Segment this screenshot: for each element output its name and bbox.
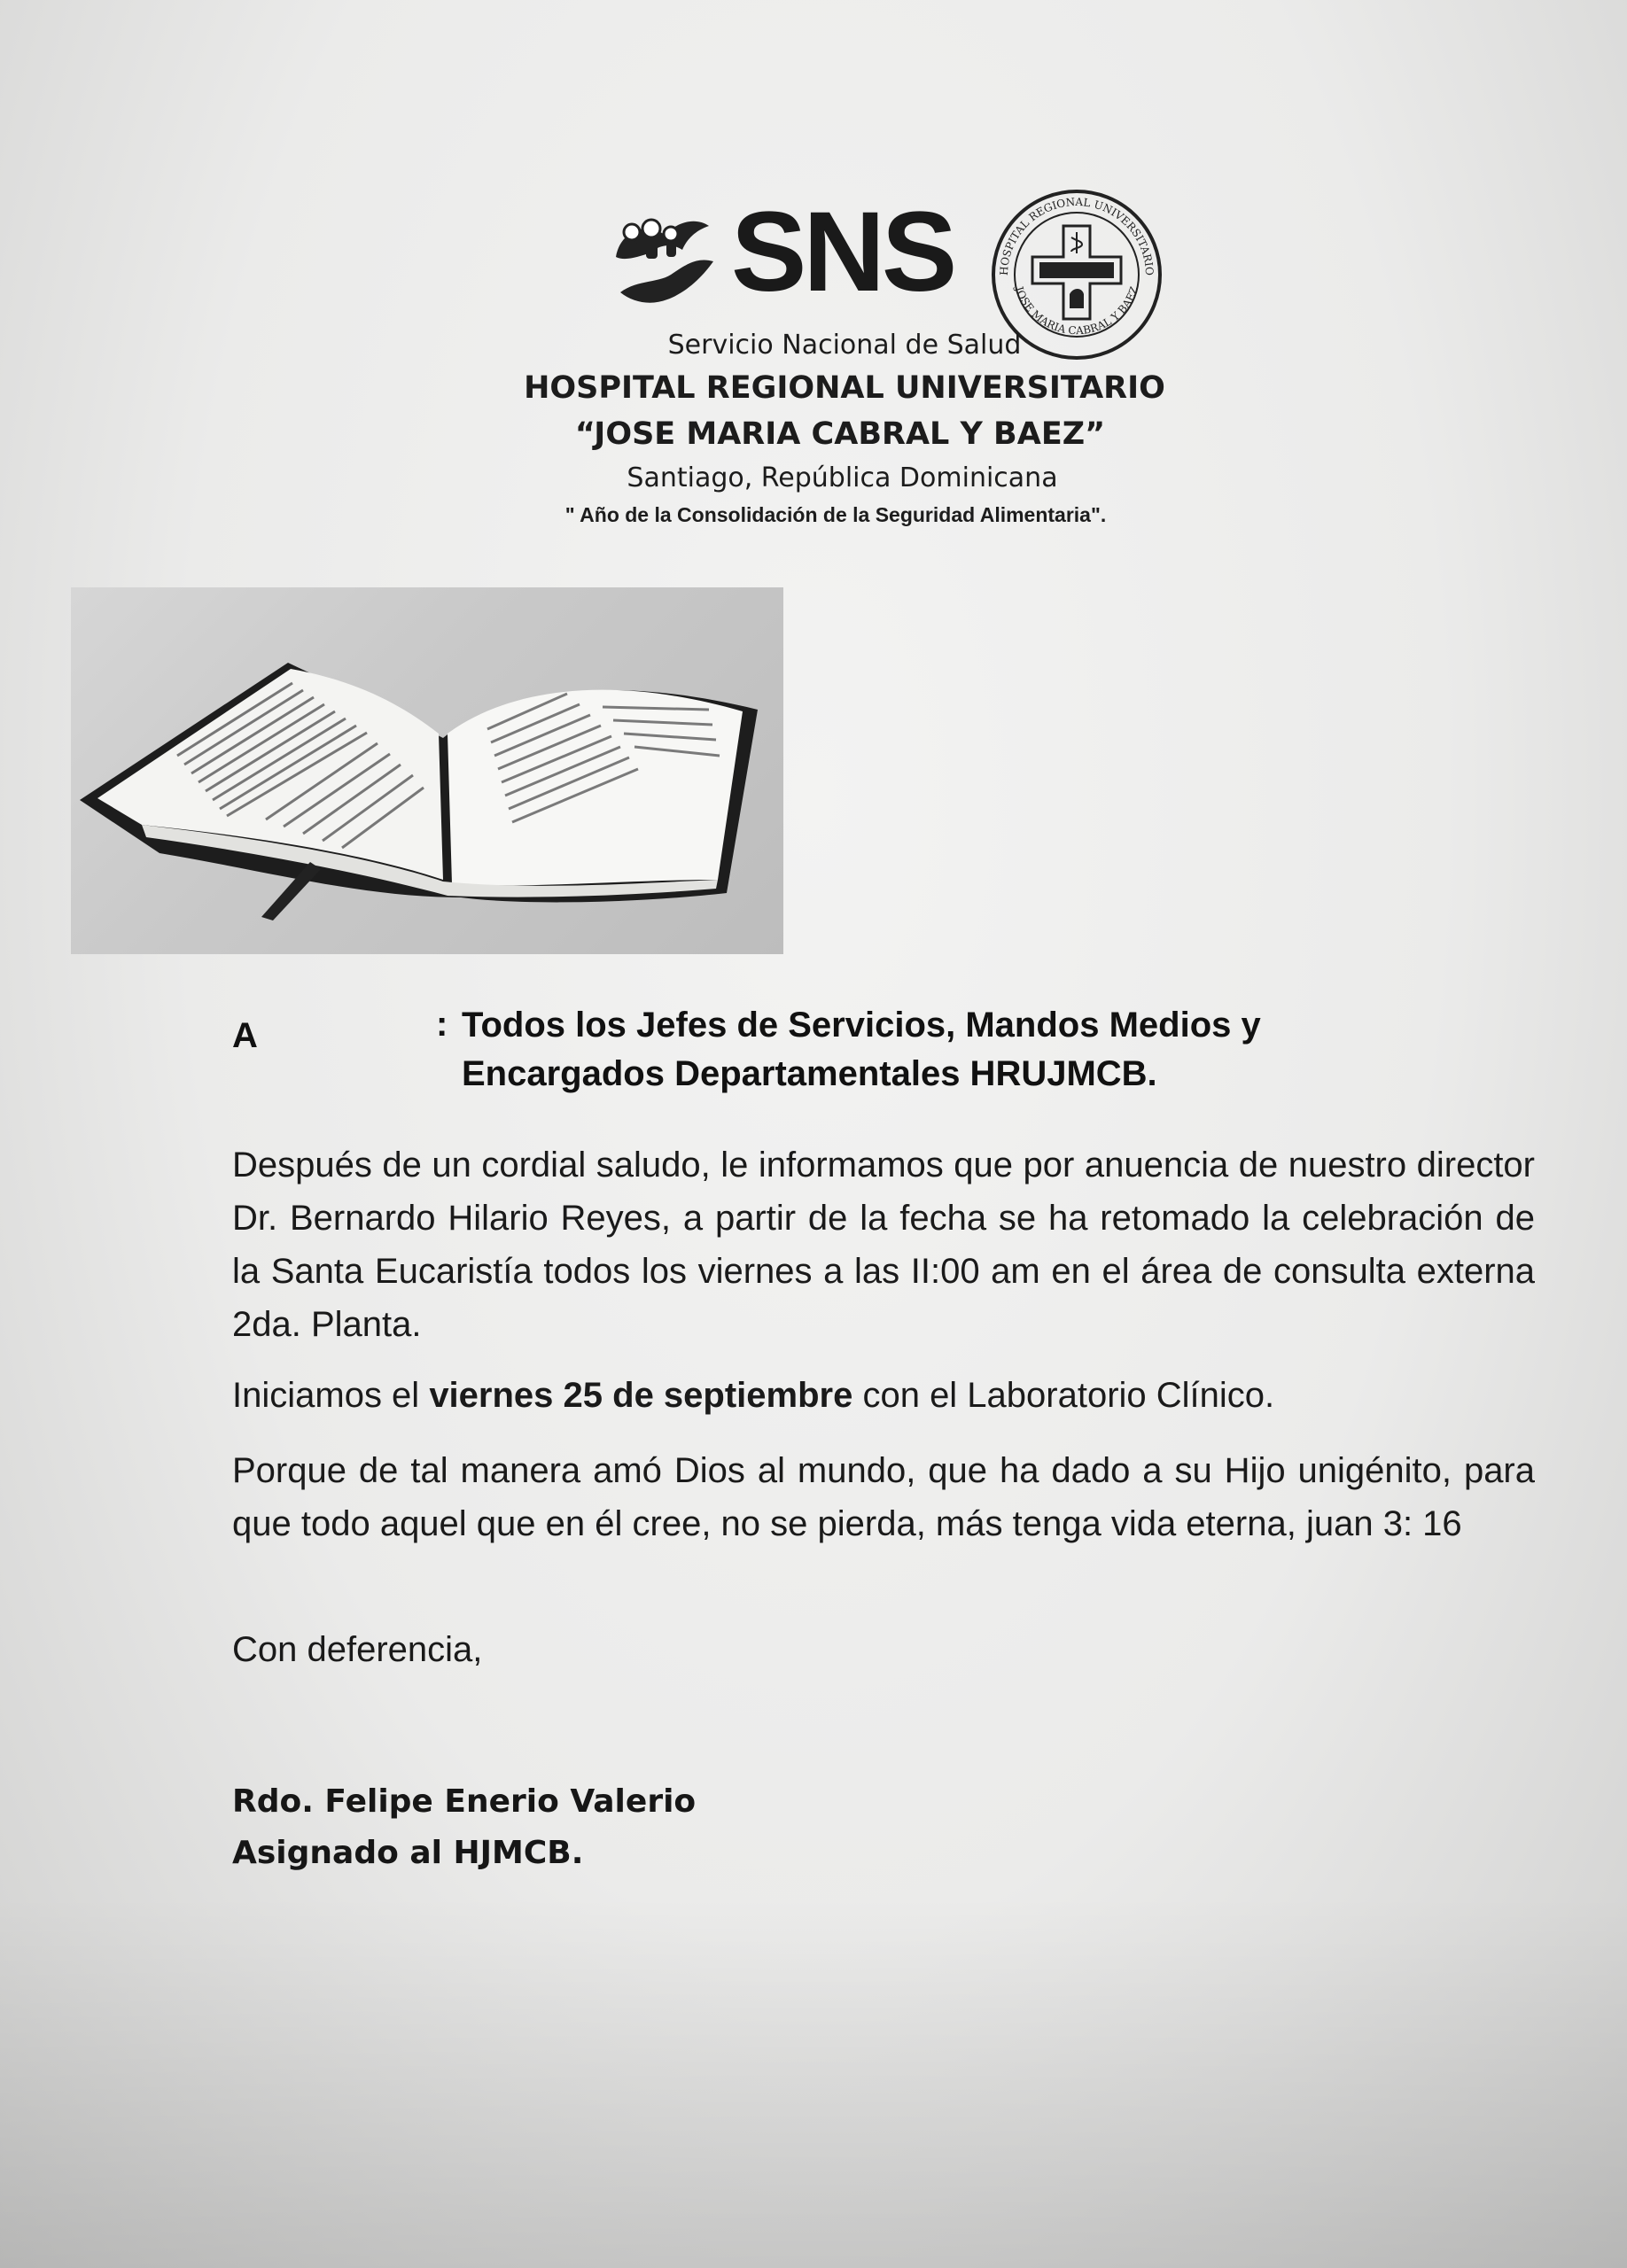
closing-line: Con deferencia,	[232, 1630, 483, 1669]
sns-emblem-icon	[598, 195, 722, 319]
p2-date: viernes 25 de septiembre	[429, 1376, 853, 1415]
page-shadow	[0, 1896, 1627, 2268]
body-paragraph-3: Porque de tal manera amó Dios al mundo, que ha dado a su Hijo unigénito, para que todo aquel que en él cree, no se pierda, más tenga vida eterna, juan 3: 16	[232, 1451, 1535, 1543]
body-paragraph-2	[232, 1369, 1535, 1422]
year-motto: " Año de la Consolidación de la Seguridad Alimentaria".	[564, 503, 1107, 526]
sns-logo-text: SNS	[731, 189, 954, 315]
signer-name: Rdo. Felipe Enerio Valerio	[232, 1783, 697, 1820]
open-bible-image	[71, 587, 783, 954]
hospital-location: Santiago, República Dominicana	[627, 462, 1058, 493]
addressee-label: A	[232, 1016, 258, 1055]
p2-prefix: Iniciamos el	[232, 1376, 430, 1415]
letterhead	[0, 326, 1627, 530]
agency-name: Servicio Nacional de Salud	[667, 330, 1022, 361]
seal-bottom-text: JOSE MARIA CABRAL Y BAEZ	[1012, 284, 1141, 338]
hospital-title: HOSPITAL REGIONAL UNIVERSITARIO	[524, 370, 1165, 406]
body-paragraph-1: Después de un cordial saludo, le informamos que por anuencia de nuestro director Dr. Bernardo Hilario Reyes, a partir de la fecha se ha retomado la celebración de la Santa Eucaristía todos los viernes a las II:00 am en el área de consulta externa 2da. Planta.	[232, 1146, 1535, 1344]
header-logo-row	[598, 186, 1165, 338]
addressee-recipients: Todos los Jefes de Servicios, Mandos Medios y Encargados Departamentales HRUJMCB.	[462, 1006, 1261, 1093]
signature-block	[232, 1776, 696, 1879]
addressee-colon: :	[436, 1005, 448, 1044]
signer-title: Asignado al HJMCB.	[232, 1835, 584, 1871]
hospital-name: “JOSE MARIA CABRAL Y BAEZ”	[574, 416, 1106, 452]
p2-suffix: con el Laboratorio Clínico.	[852, 1376, 1275, 1415]
seal-top-text: HOSPITAL REGIONAL UNIVERSITARIO	[997, 195, 1156, 276]
